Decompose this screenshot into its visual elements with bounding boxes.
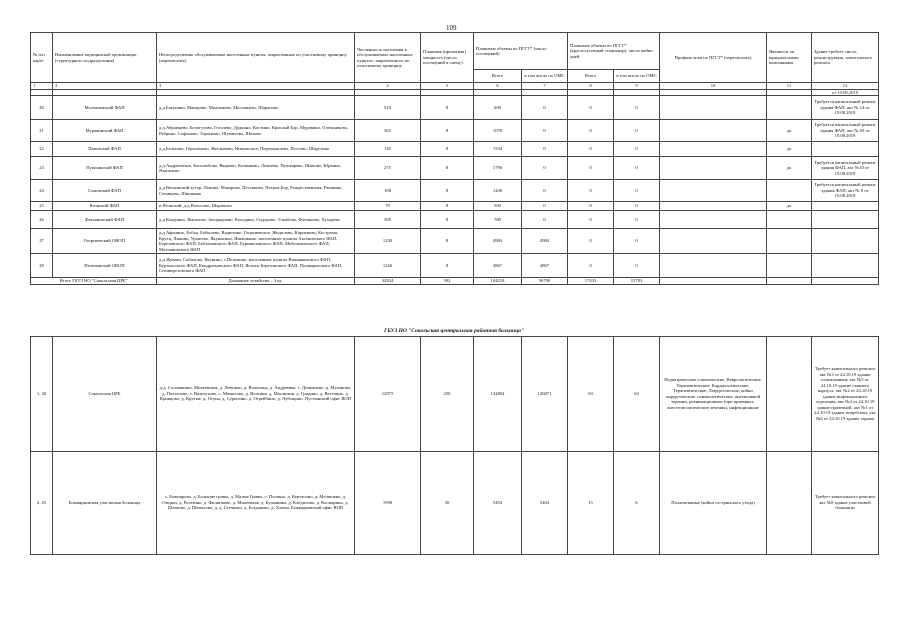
beddays-total: 0 <box>568 202 614 211</box>
settlements: п.Ягонский, д.д.Волосово, Шарапово <box>157 202 355 211</box>
bed-profile <box>660 211 767 229</box>
settlements: д.д.Бакунино, Макарово, Молчаново, Мостищево, Шарапово <box>157 96 355 120</box>
juridical-flag <box>767 96 812 120</box>
bed-profile <box>660 96 767 120</box>
repair-note <box>812 142 879 157</box>
beddays-total: 0 <box>568 254 614 278</box>
header-cell-repair: Здание требует сноса, реконструкции, капитального ремонта <box>812 33 879 83</box>
population: 70 <box>355 202 421 211</box>
beddays-oms: 0 <box>614 96 660 120</box>
total-visits: 104218 <box>474 278 522 285</box>
visits-oms: 0 <box>522 180 568 202</box>
header-cell-population: Численность населения в обслуживаемых населенных пунктах, закрепленного по участковому принципу <box>355 33 421 83</box>
visits-total: 5454 <box>474 451 522 554</box>
visits-oms: 0 <box>522 202 568 211</box>
header-cell-total: Всего <box>568 70 614 83</box>
bed-profile <box>660 157 767 180</box>
beddays-oms: 6 <box>614 451 660 554</box>
organization-name: Георгиевский ОВОП <box>53 229 157 254</box>
column-number: 4 <box>355 83 421 90</box>
capacity: 8 <box>421 142 474 157</box>
bed-profile <box>660 229 767 254</box>
carry-note: от 19.08.2019 <box>812 89 879 96</box>
row-number: 25 <box>31 202 53 211</box>
capacity: 8 <box>421 229 474 254</box>
header-cell-towns: Непосредственно обслуживаемые населенные пункты, закрепленные по участковому принципу (перечислить) <box>157 33 355 83</box>
column-number: 10 <box>660 83 767 90</box>
beddays-total: 0 <box>568 120 614 142</box>
row-number: 1, 26 <box>31 336 53 451</box>
organization-name: Пушкинский ФАП <box>53 157 157 180</box>
table-row <box>31 157 879 180</box>
population: 1998 <box>355 451 421 554</box>
juridical-flag <box>767 451 812 554</box>
visits-total: 780 <box>474 211 522 229</box>
row-number: 26 <box>31 211 53 229</box>
juridical-flag <box>767 254 812 278</box>
total-population: 32834 <box>355 278 421 285</box>
beddays-oms: 0 <box>614 211 660 229</box>
juridical-flag <box>767 211 812 229</box>
organization-name: Сомовский ФАП <box>53 180 157 202</box>
repair-note <box>812 202 879 211</box>
row-number: 21 <box>31 120 53 142</box>
beddays-oms: 0 <box>614 254 660 278</box>
repair-note: Требует капитального ремонта акт №3 от 24.10.19 здание поликлиники, акт №5 от 24.10.19 здание главного корпуса, акт №2 от 24.10.19 здание инфекционного отделения, акт №4 от 24.10.19 здание прачечной, акт №1 от 24.10.19 здание пищеблока, акт №6 от 24.10.19 здание гаража <box>812 336 879 451</box>
repair-note <box>812 229 879 254</box>
row-number: 23 <box>31 157 53 180</box>
column-number: 6 <box>474 83 522 90</box>
bed-profile <box>660 120 767 142</box>
beddays-total: 15 <box>568 451 614 554</box>
table-row <box>31 180 879 202</box>
column-number: 5 <box>421 83 474 90</box>
population: 1226 <box>355 254 421 278</box>
bed-profile: Педиатрические соматические, Неврологические, Терапевтические, Кардиологические, Терапевтические, Хирургические, койки хирургические, гинекологические, интенсивной терапии, реанимационные (при приемных, анестезиологические лечения), инфекционные <box>660 336 767 451</box>
capacity: 8 <box>421 157 474 180</box>
total-row <box>31 278 879 285</box>
repair-note: Требует капитального ремонта акт №8 здание участковой больницы <box>812 451 879 554</box>
visits-oms: 0 <box>522 211 568 229</box>
row-number: 22 <box>31 142 53 157</box>
beddays-oms: 0 <box>614 180 660 202</box>
beddays-total: 0 <box>568 211 614 229</box>
settlements: д.д.Кокорино, Вышлово, Загорядново, Колодино, Сидорово, Ульябово, Фатьяново, Хухорево <box>157 211 355 229</box>
population: 275 <box>355 157 421 180</box>
organization-name: Муравинский ФАП <box>53 120 157 142</box>
capacity: 8 <box>421 254 474 278</box>
visits-total: 1070 <box>474 120 522 142</box>
beddays-oms: 0 <box>614 202 660 211</box>
organization-name: Божиярковская участковая больница <box>53 451 157 554</box>
row-number: 24 <box>31 180 53 202</box>
section-title: ГБУЗ НО "Сокольская центральная районная больница" <box>384 328 524 334</box>
bed-profile <box>660 254 767 278</box>
main-table <box>30 32 879 285</box>
population: 305 <box>355 211 421 229</box>
capacity: 8 <box>421 120 474 142</box>
total-visits-oms: 56790 <box>522 278 568 285</box>
total-beddays: 17433 <box>568 278 614 285</box>
settlements: д.д. Сосновкино, Михеевская, д. Левушко, д. Волочица, д. Андреевка, с. Демьяново, д. Муханово, д. Пахталово, с. Вятьтухово, с. Мамолово, д. Волтина, д. Маслюков, д. Гридино, д. Ветелино, д. Кривцово, д. Крутые, д. Осуна, д. Сурытино, д. Огрейбино, д. Лубощино. Пустынский офис ВОП <box>157 336 355 451</box>
table-row <box>31 96 879 120</box>
header-cell-power: Плановая (проектная) мощность (число посещений в смену) <box>421 33 474 83</box>
organization-name: Пановский ФАП <box>53 142 157 157</box>
visits-total: 600 <box>474 96 522 120</box>
settlements: д.д.Бельтово, Герасимово, Жеглычево, Никольское, Перемышлево, Пестово, Шарутино <box>157 142 355 157</box>
visits-total: 142804 <box>474 336 522 451</box>
beddays-oms: 0 <box>614 229 660 254</box>
row-number: 28 <box>31 254 53 278</box>
visits-oms: 0 <box>522 142 568 157</box>
header-cell-num: № п/п карте <box>31 33 53 83</box>
column-number: 8 <box>568 83 614 90</box>
column-number: 7 <box>522 83 568 90</box>
beddays-total: 0 <box>568 180 614 202</box>
juridical-flag: да <box>767 157 812 180</box>
page-number: 109 <box>446 24 457 32</box>
visits-total: 4867 <box>474 254 522 278</box>
header-cell-org: Наименование медицинской организации (структурного подразделения) <box>53 33 157 83</box>
repair-note <box>812 254 879 278</box>
header-cell-oms: в том числе по ОМС <box>614 70 660 83</box>
header-cell-beddays: Плановые объемы по ПГГТ* (круглосуточный стационар), число койко-дней <box>568 33 660 70</box>
bed-profile: Паллиативные (койки сестринского ухода) <box>660 451 767 554</box>
beddays-oms: 0 <box>614 120 660 142</box>
section-table <box>30 326 879 555</box>
organization-name: Сокольская ЦРБ <box>53 336 157 451</box>
visits-total: 500 <box>474 202 522 211</box>
table-row <box>31 120 879 142</box>
header-cell-oms: в том числе по ОМС <box>522 70 568 83</box>
juridical-flag: да <box>767 120 812 142</box>
organization-name: Фатьяновский ФАП <box>53 211 157 229</box>
population: 108 <box>355 180 421 202</box>
visits-oms: 5404 <box>522 451 568 554</box>
header-cell-visits: Плановые объемы по ПГГТ* (число посещений) <box>474 33 568 70</box>
beddays-total: 0 <box>568 229 614 254</box>
organization-name: Пелепинский ОВОП <box>53 254 157 278</box>
organization-name: Ягонский ФАП <box>53 202 157 211</box>
visits-oms: 0 <box>522 120 568 142</box>
header-cell-profile: Профиль коек по ПГГТ* (перечислить) <box>660 33 767 83</box>
capacity: 8 <box>421 96 474 120</box>
capacity: 8 <box>421 211 474 229</box>
beddays-total: 63 <box>568 336 614 451</box>
header-cell-juridical: Являются ли юридическими компаниями <box>767 33 812 83</box>
column-number: 11 <box>767 83 812 90</box>
settlements: д.д.Афонино, Бобья, Бобылево, Вадютино, Георгиевское, Жидилово, Карпеново, Кострома, Крутц, Лыково, Урошево, Якунькино, Ямышкино, населенные пункты Аксёновского ФАП, Березовского ФАП, Бобзеновского ФАП, Буриниловского ФАП, Меболовичского ФАП, Молчановского ФАП <box>157 229 355 254</box>
repair-note: Требуется капитальный ремонт здания ФАП, акт № 0 от 19.08.2019 <box>812 180 879 202</box>
bed-profile <box>660 142 767 157</box>
repair-note <box>812 211 879 229</box>
beddays-oms: 0 <box>614 157 660 180</box>
repair-note: Требуется капитальный ремонт здания ФАП, акт № 03 от 19.08.2019 <box>812 120 879 142</box>
column-number: 1 <box>31 83 53 90</box>
table-row <box>31 336 879 451</box>
header-cell-total: Всего <box>474 70 522 83</box>
capacity: 8 <box>421 202 474 211</box>
table-row <box>31 211 879 229</box>
visits-total: 1790 <box>474 157 522 180</box>
capacity: 250 <box>421 336 474 451</box>
population: 145 <box>355 142 421 157</box>
settlements: д.д.Висковский хутор, Лемово, Макарово, Пестиково, Петров Бор, Рождественская, Ракшино, Селищево, Шишкино <box>157 180 355 202</box>
repair-note: Требуется капитальный ремонт здания ФАП, акт №10 от 19.08.2019 <box>812 157 879 180</box>
total-desc: Домашнее хозяйства – 4 ед. <box>157 278 355 285</box>
visits-oms: 0 <box>522 157 568 180</box>
settlements: д.д.Андреевское, Боголюбово, Вяцково, Козинково, Лежнево, Пушкарево, Шипово, Юркино, Ялаганово <box>157 157 355 180</box>
juridical-flag <box>767 336 812 451</box>
column-number: 2 <box>53 83 157 90</box>
row-number: 27 <box>31 229 53 254</box>
table-row <box>31 142 879 157</box>
beddays-total: 0 <box>568 157 614 180</box>
organization-name: Молчановский ФАП <box>53 96 157 120</box>
visits-oms: 0 <box>522 96 568 120</box>
header-row <box>31 33 879 70</box>
repair-note: Требуется капитальный ремонт здания ФАП, акт № 14 от 19.08.2019 <box>812 96 879 120</box>
population: 365 <box>355 120 421 142</box>
settlements: с. Божиярово, д. Большие гривы, д. Малые Гривы, с. Плошно, д. Кертасино, д. Мелишево, д. Овсрки, д. Рогатино, д. Филипково, д. Михеевкая, д. Буланника, д. Клёдилово, д. Космарино, д. Шатково, д. Шепалово, д. д. Стечково, д. Богданово, д. Хлевы, Божиярковский офис ВОП <box>157 451 355 554</box>
table-row <box>31 451 879 554</box>
juridical-flag: да <box>767 202 812 211</box>
row-number: 20 <box>31 96 53 120</box>
visits-oms: 4984 <box>522 229 568 254</box>
settlements: д.д.Абрамцево, Белогузово, Гоголево, Дудкино, Костино, Красный Бор, Муравино, Олешниково, Ребрино, Софоново, Тарасково, Шумилово, Шихово <box>157 120 355 142</box>
population: 12875 <box>355 336 421 451</box>
beddays-oms: 0 <box>614 142 660 157</box>
table-row <box>31 229 879 254</box>
table-row <box>31 202 879 211</box>
visits-total: 4984 <box>474 229 522 254</box>
juridical-flag: да <box>767 142 812 157</box>
visits-oms: 126871 <box>522 336 568 451</box>
capacity: 50 <box>421 451 474 554</box>
population: 510 <box>355 96 421 120</box>
bed-profile <box>660 202 767 211</box>
visits-total: 1534 <box>474 142 522 157</box>
bed-profile <box>660 180 767 202</box>
juridical-flag <box>767 180 812 202</box>
juridical-flag <box>767 229 812 254</box>
beddays-total: 0 <box>568 142 614 157</box>
table-row <box>31 254 879 278</box>
total-label: Итого ГБУЗ НО "Сокольская ЦРБ" <box>31 278 157 285</box>
column-number: 12 <box>812 83 879 90</box>
population: 1230 <box>355 229 421 254</box>
column-number: 3 <box>157 83 355 90</box>
row-number: 2, 25 <box>31 451 53 554</box>
total-capacity: 392 <box>421 278 474 285</box>
beddays-oms: 63 <box>614 336 660 451</box>
column-number: 9 <box>614 83 660 90</box>
capacity: 8 <box>421 180 474 202</box>
visits-oms: 4867 <box>522 254 568 278</box>
settlements: д.д.Жукаво, Сабилово, Якунино, с.Пелепино, населенные пункты Вишняковского ФАП, Куртносского ФАП, Кондратьевского ФАП, Ягонск-Березовского ФАП, Пушкаревского ФАП, Селиверстовского ФАП <box>157 254 355 278</box>
visits-total: 1200 <box>474 180 522 202</box>
beddays-total: 0 <box>568 96 614 120</box>
total-beddays-oms: 15783 <box>614 278 660 285</box>
